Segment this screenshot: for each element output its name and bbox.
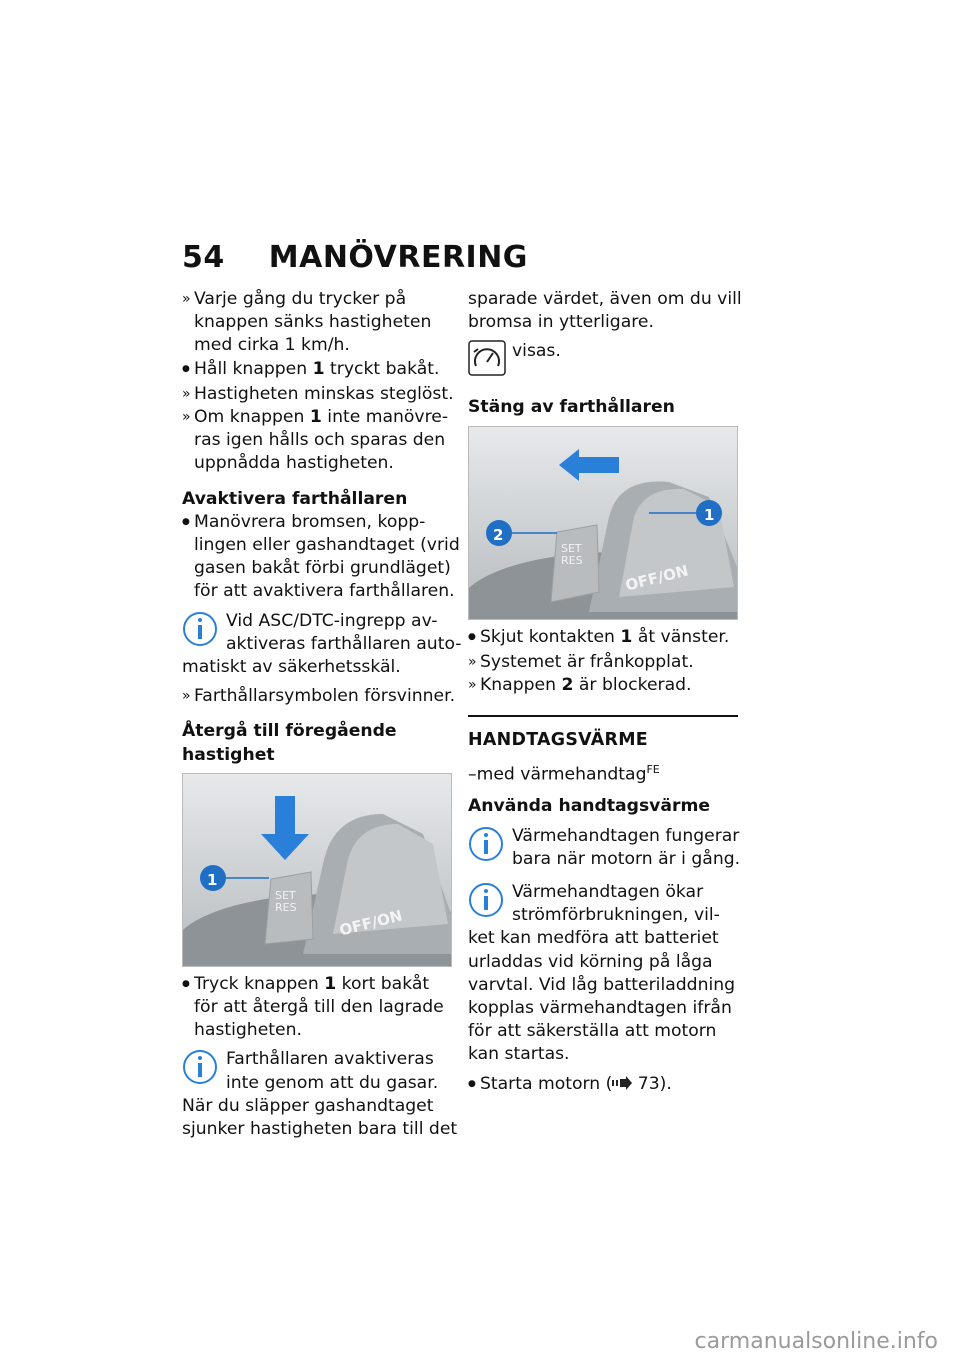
bullet-icon: [468, 626, 480, 651]
watermark: carmanualsonline.info: [694, 1329, 938, 1354]
bullet-icon: [182, 358, 194, 383]
figure-set-button: [182, 773, 452, 967]
page-header: [182, 240, 528, 275]
equipment-line: –med värmehandtag$^{FE}$: [468, 763, 660, 786]
page-link[interactable]: 73: [637, 1073, 660, 1094]
use-heading: Använda handtagsvärme: [468, 796, 711, 817]
list-item: ● Håll knappen 1 tryckt bakåt.: [182, 358, 454, 383]
list-item: ● Skjut kontakten 1 åt vänster.: [468, 626, 738, 651]
list-item: ● Tryck knappen 1 kort bakåt för att återgå till den lagrade hastigheten.: [182, 973, 454, 1043]
page-reference-icon: [612, 1076, 632, 1090]
bullet-icon: [182, 511, 194, 604]
info-icon: [468, 825, 504, 863]
arrow-marker-icon: [182, 685, 194, 708]
symbol-shown: visas.: [468, 340, 738, 386]
deactivate-heading: Avaktivera farthållaren: [182, 488, 408, 509]
info-note: Vid ASC/DTC-ingrepp av- aktiveras farthållaren auto- matiskt av säkerhetsskäl.: [182, 610, 462, 678]
arrow-marker-icon: [182, 288, 194, 358]
list-item: » Varje gång du trycker på knappen sänks hastigheten med cirka 1 km/h.: [182, 288, 454, 358]
info-icon: [182, 610, 218, 648]
list-item: ● Starta motorn ( 73).: [468, 1073, 738, 1098]
list-item: » Om knappen 1 inte manövre- ras igen hålls och sparas den uppnådda hastigheten.: [182, 406, 454, 476]
set-label: SET RES: [561, 541, 583, 567]
list-item: » Systemet är frånkopplat.: [468, 651, 738, 674]
info-note: Farthållaren avaktiveras inte genom att du gasar. När du släpper gashandtaget sjunker hastigheten bara till det: [182, 1049, 458, 1140]
list-item: » Knappen 2 är blockerad.: [468, 674, 738, 697]
resume-heading: Återgå till föregående hastighet: [182, 721, 397, 765]
info-icon: [468, 881, 504, 919]
list-item: » Hastigheten minskas steglöst.: [182, 383, 454, 406]
left-column: [182, 288, 462, 1141]
callout-1: 1: [207, 870, 218, 889]
page-title: MANÖVRERING: [268, 240, 528, 275]
arrow-marker-icon: [182, 383, 194, 406]
arrow-marker-icon: [182, 406, 194, 476]
callout-1: 1: [704, 505, 715, 524]
section-title: HANDTAGSVÄRME: [468, 715, 738, 752]
info-note: Värmehandtagen ökar strömförbrukningen, vil- ket kan medföra att batteriet urladdas vid körning på låga varvtal. Vid låg batteriladdning kopplas värmehandtagen ifrån för att säkerställa att motorn kan startas.: [468, 881, 736, 1065]
offon-label: OFF/ON: [337, 906, 405, 940]
set-label: SET RES: [275, 888, 297, 914]
callout-2: 2: [493, 525, 504, 544]
info-icon: [182, 1048, 218, 1086]
off-heading: Stäng av farthållaren: [468, 397, 675, 418]
list-item: » Farthållarsymbolen försvinner.: [182, 685, 454, 708]
figure-off-switch: [468, 426, 738, 620]
arrow-marker-icon: [468, 674, 480, 697]
cruise-control-icon: [468, 340, 506, 376]
right-column: sparade värdet, även om du vill bromsa in ytterligare. visas. Stäng av farthållaren 1 2 SET RES OFF/ON ● Skjut kontakten 1 åt vänster. » Systemet är frånkopplat. » Knappen 2 är blockerad. HANDTAGSVÄRME –med värmehandtag$^{FE}$ Använda handtagsvärme Värmehandtagen fungerar bara när motorn är i gång. Värmehandtagen ökar strömförbrukningen, vil- ket kan medföra att batteriet urladdas vid körning på låga varvtal. Vid låg batteriladdning kopplas värmehandtagen ifrån för att säkerställa att motorn kan startas. ● Starta motorn ( 73).: [468, 288, 738, 1098]
bullet-icon: [468, 1073, 480, 1098]
offon-label: OFF/ON: [623, 561, 691, 595]
list-item: ● Manövrera bromsen, kopp- lingen eller gashandtaget (vrid gasen bakåt förbi grundläget) för att avaktivera farthållaren.: [182, 511, 454, 604]
page-number: 54: [182, 240, 225, 275]
bullet-icon: [182, 973, 194, 1043]
info-note: Värmehandtagen fungerar bara när motorn är i gång.: [468, 825, 738, 871]
arrow-marker-icon: [468, 651, 480, 674]
